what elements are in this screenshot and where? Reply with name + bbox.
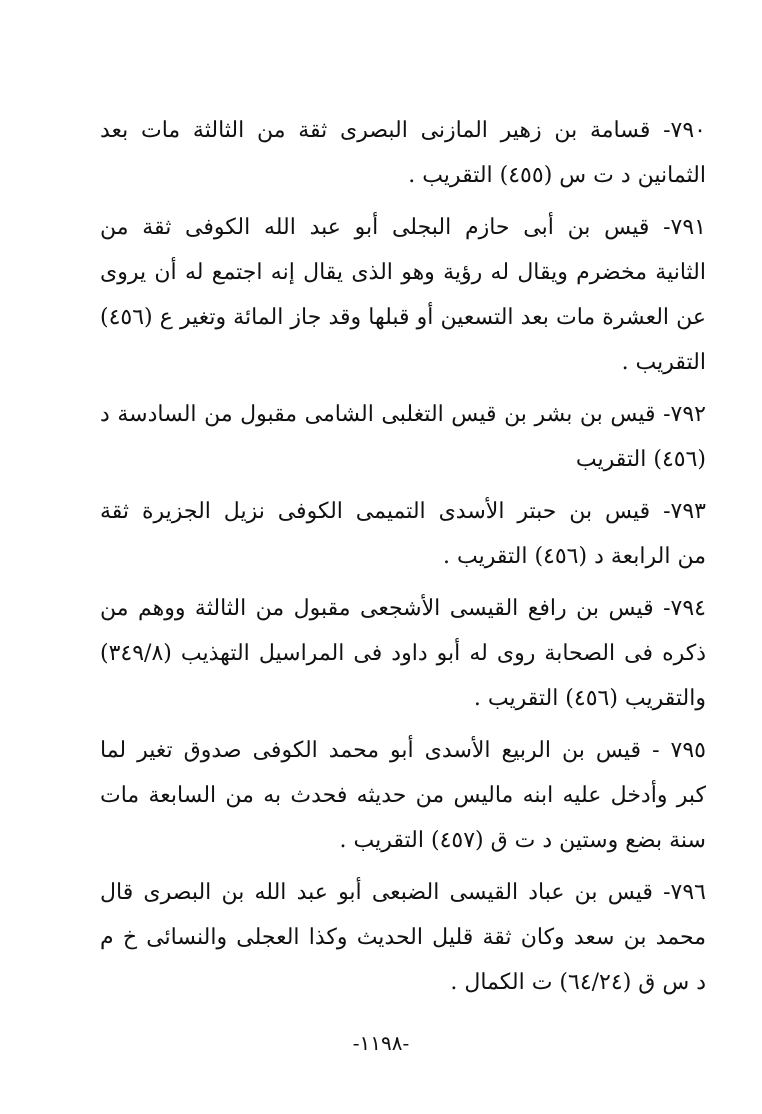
- entry-791: [100, 205, 706, 385]
- biographical-entries: [100, 108, 706, 1012]
- entry-line: ٧٩٣- قيس بن حبتر الأسدى التميمى الكوفى نزيل الجزيرة ثقة: [100, 499, 706, 524]
- entry-795: [100, 728, 706, 863]
- entry-line: (٤٥٦) التقريب: [575, 447, 706, 472]
- entry-line: محمد بن سعد وكان ثقة قليل الحديث وكذا العجلى والنسائى خ م: [100, 925, 706, 950]
- entry-line: والتقريب (٤٥٦) التقريب .: [473, 686, 706, 711]
- entry-794: [100, 586, 706, 721]
- entry-line: ٧٩٦- قيس بن عباد القيسى الضبعى أبو عبد الله بن البصرى قال: [100, 880, 706, 905]
- entry-line: الثمانين د ت س (٤٥٥) التقريب .: [408, 163, 706, 188]
- entry-line: سنة بضع وستين د ت ق (٤٥٧) التقريب .: [339, 828, 706, 853]
- entry-792: [100, 392, 706, 482]
- entry-line: ٧٩١- قيس بن أبى حازم البجلى أبو عبد الله الكوفى ثقة من: [100, 215, 706, 240]
- entry-line: التقريب .: [621, 350, 706, 375]
- entry-796: [100, 870, 706, 1005]
- entry-793: [100, 489, 706, 579]
- entry-line: كبر وأدخل عليه ابنه ماليس من حديثه فحدث به من السابعة مات: [100, 783, 706, 808]
- entry-line: الثانية مخضرم ويقال له رؤية وهو الذى يقال إنه اجتمع له أن يروى: [100, 260, 706, 285]
- entry-line: ٧٩٥ - قيس بن الربيع الأسدى أبو محمد الكوفى صدوق تغير لما: [100, 738, 706, 763]
- entry-line: من الرابعة د (٤٥٦) التقريب .: [443, 544, 706, 569]
- entry-line: عن العشرة مات بعد التسعين أو قبلها وقد جاز المائة وتغير ع (٤٥٦): [100, 305, 706, 330]
- entry-line: ٧٩٤- قيس بن رافع القيسى الأشجعى مقبول من الثالثة ووهم من: [100, 596, 706, 621]
- entry-790: [100, 108, 706, 198]
- entry-line: ٧٩٢- قيس بن بشر بن قيس التغلبى الشامى مقبول من السادسة د: [100, 402, 706, 427]
- entry-line: ذكره فى الصحابة روى له أبو داود فى المراسيل التهذيب (٣٤٩/٨): [100, 641, 706, 666]
- entry-line: ٧٩٠- قسامة بن زهير المازنى البصرى ثقة من الثالثة مات بعد: [100, 118, 706, 143]
- page-number: -١١٩٨-: [352, 1031, 410, 1055]
- entry-line: د س ق (٦٤/٢٤) ت الكمال .: [450, 970, 706, 995]
